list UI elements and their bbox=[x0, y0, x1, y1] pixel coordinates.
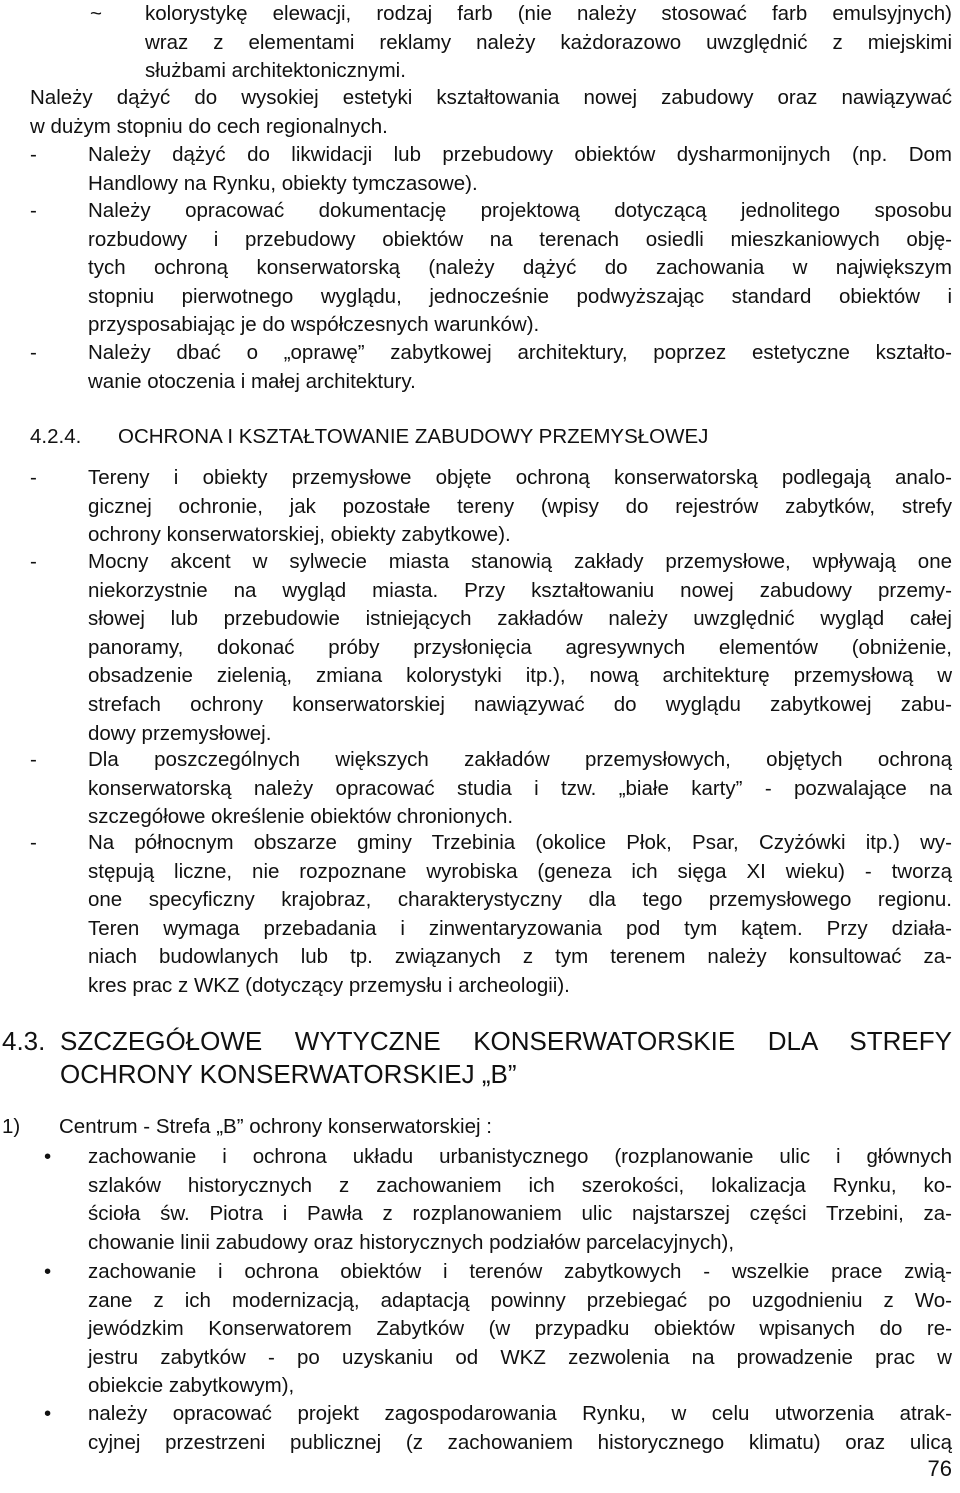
bullet-icon: • bbox=[44, 1260, 52, 1283]
text-line: Należy dążyć do wysokiej estetyki kształtowania nowej zabudowy oraz nawiązywać bbox=[30, 86, 952, 109]
bullet-icon: • bbox=[44, 1145, 52, 1168]
text-line: chowanie linii zabudowy oraz historycznych podziałów parcelacyjnych), bbox=[88, 1230, 735, 1254]
list-marker: - bbox=[30, 550, 37, 573]
list-marker: - bbox=[30, 199, 37, 222]
section-number: 4.2.4. bbox=[30, 425, 82, 448]
bullet-icon: • bbox=[44, 1402, 52, 1425]
text-line: obiekcie zabytkowym), bbox=[88, 1374, 295, 1398]
text-line: jewódzkim Konserwatorem Zabytków (w przypadku obiektów wpisanych do re- bbox=[88, 1317, 952, 1341]
text-line: zachowanie i ochrona obiektów i terenów zabytkowych - wszelkie prace zwią- bbox=[88, 1260, 952, 1283]
text-line: Należy dbać o „oprawę” zabytkowej architektury, poprzez estetyczne kształto- bbox=[88, 341, 952, 364]
text-line: one specyficzny krajobraz, charakterystyczny dla tego przemysłowego regionu. bbox=[88, 888, 952, 912]
list-marker: ~ bbox=[90, 2, 102, 25]
text-line: słowej lub przebudowie istniejących zakładów należy uwzględnić wygląd całej bbox=[88, 607, 952, 631]
dash-list-item bbox=[0, 548, 960, 748]
dash-list-item bbox=[0, 464, 960, 550]
text-line: szczegółowe określenie obiektów chronionych. bbox=[88, 805, 514, 829]
text-line: zachowanie i ochrona układu urbanistycznego (rozplanowanie ulic i głównych bbox=[88, 1145, 952, 1168]
section-heading-4-3 bbox=[0, 1025, 960, 1091]
section-title-line: OCHRONY KONSERWATORSKIEJ „B” bbox=[60, 1059, 517, 1089]
text-line: Dla poszczególnych większych zakładów przemysłowych, objętych ochroną bbox=[88, 748, 952, 771]
text-line: Tereny i obiekty przemysłowe objęte ochroną konserwatorską podlegają analo- bbox=[88, 466, 952, 489]
dash-list-item bbox=[0, 746, 960, 832]
dash-list-item bbox=[0, 829, 960, 1001]
text-line: służbami architektonicznymi. bbox=[145, 59, 406, 83]
text-line: szlaków historycznych z zachowaniem ich szerokości, lokalizacja Rynku, ko- bbox=[88, 1173, 952, 1197]
text-line: stępują liczne, nie rozpoznane wyrobiska (geneza ich sięga XI wieku) - tworzą bbox=[88, 859, 952, 883]
item-text: Centrum - Strefa „B” ochrony konserwatorskiej : bbox=[59, 1115, 492, 1138]
list-marker: - bbox=[30, 341, 37, 364]
text-line: jestru zabytków - po uzyskaniu od WKZ zezwolenia na prowadzenie prac w bbox=[88, 1345, 952, 1369]
section-title: OCHRONA I KSZTAŁTOWANIE ZABUDOWY PRZEMYSŁOWEJ bbox=[118, 425, 709, 448]
text-line: Należy dążyć do likwidacji lub przebudowy obiektów dysharmonijnych (np. Dom bbox=[88, 143, 952, 166]
bullet-item bbox=[0, 1400, 960, 1457]
text-line: Teren wymaga przebadania i zinwentaryzowania pod tym kątem. Przy działa- bbox=[88, 916, 952, 940]
bullet-item bbox=[0, 1143, 960, 1257]
text-line: należy opracować projekt zagospodarowania Rynku, w celu utworzenia atrak- bbox=[88, 1402, 952, 1425]
text-line: cyjnej przestrzeni publicznej (z zachowaniem historycznego klimatu) oraz ulicą bbox=[88, 1430, 952, 1454]
dash-list-item bbox=[0, 339, 960, 396]
text-line: zane z ich modernizacją, adaptacją powinny przebiegać po uzgodnieniu z Wo- bbox=[88, 1288, 952, 1312]
text-line: gicznej ochronie, jak pozostałe tereny (wpisy do rejestrów zabytków, strefy bbox=[88, 494, 952, 518]
text-line: tych ochroną konserwatorską (należy dążyć do zachowania w największym bbox=[88, 256, 952, 280]
text-line: Handlowy na Rynku, obiekty tymczasowe). bbox=[88, 171, 478, 195]
text-line: rozbudowy i przebudowy obiektów na terenach osiedli mieszkaniowych obję- bbox=[88, 227, 952, 251]
text-line: Na północnym obszarze gminy Trzebinia (okolice Płok, Psar, Czyżówki itp.) wy- bbox=[88, 831, 952, 854]
text-line: Mocny akcent w sylwecie miasta stanowią zakłady przemysłowe, wpływają one bbox=[88, 550, 952, 573]
text-line: obsadzenie zielenią, zmiana kolorystyki itp.), nową architekturę przemysłową w bbox=[88, 664, 952, 688]
text-line: ścioła św. Piotra i Pawła z rozplanowaniem ulic najstarszej części Trzebini, za- bbox=[88, 1202, 952, 1226]
text-line: niekorzystnie na wygląd miasta. Przy kształtowaniu nowej zabudowy przemy- bbox=[88, 578, 952, 602]
list-marker: - bbox=[30, 748, 37, 771]
item-number: 1) bbox=[2, 1115, 21, 1138]
text-line: konserwatorską należy opracować studia i tzw. „białe karty” - pozwalające na bbox=[88, 776, 952, 800]
text-line: Należy opracować dokumentację projektową dotyczącą jednolitego sposobu bbox=[88, 199, 952, 222]
tilde-list-item bbox=[0, 0, 960, 86]
section-number: 4.3. bbox=[2, 1026, 46, 1056]
text-line: stopniu pierwotnego wyglądu, jednocześnie podwyższając standard obiektów i bbox=[88, 284, 952, 308]
text-line: wanie otoczenia i małej architektury. bbox=[88, 369, 416, 393]
list-marker: - bbox=[30, 831, 37, 854]
dash-list-item bbox=[0, 197, 960, 340]
intro-paragraph bbox=[0, 84, 960, 141]
text-line: dowy przemysłowej. bbox=[88, 721, 272, 745]
text-line: niach budowlanych lub tp. związanych z tym terenem należy konsultować za- bbox=[88, 945, 952, 969]
page-number: 76 bbox=[927, 1456, 952, 1481]
list-marker: - bbox=[30, 143, 37, 166]
text-line: przysposabiając je do współczesnych warunków). bbox=[88, 313, 540, 337]
text-line: strefach ochrony konserwatorskiej nawiązywać do wyglądu zabytkowej zabu- bbox=[88, 692, 952, 716]
list-marker: - bbox=[30, 466, 37, 489]
text-line: wraz z elementami reklamy należy każdorazowo uwzględnić z miejskimi bbox=[145, 30, 952, 54]
text-line: kolorystykę elewacji, rodzaj farb (nie należy stosować farb emulsyjnych) bbox=[145, 2, 952, 25]
dash-list-item bbox=[0, 141, 960, 198]
bullet-item bbox=[0, 1258, 960, 1401]
text-line: w dużym stopniu do cech regionalnych. bbox=[30, 114, 388, 138]
text-line: ochrony konserwatorskiej, obiekty zabytkowe). bbox=[88, 523, 511, 547]
section-title-line: SZCZEGÓŁOWE WYTYCZNE KONSERWATORSKIE DLA STREFY bbox=[60, 1026, 952, 1056]
text-line: panoramy, dokonać próby przysłonięcia agresywnych elementów (obniżenie, bbox=[88, 635, 952, 659]
text-line: kres prac z WKZ (dotyczący przemysłu i archeologii). bbox=[88, 973, 570, 997]
